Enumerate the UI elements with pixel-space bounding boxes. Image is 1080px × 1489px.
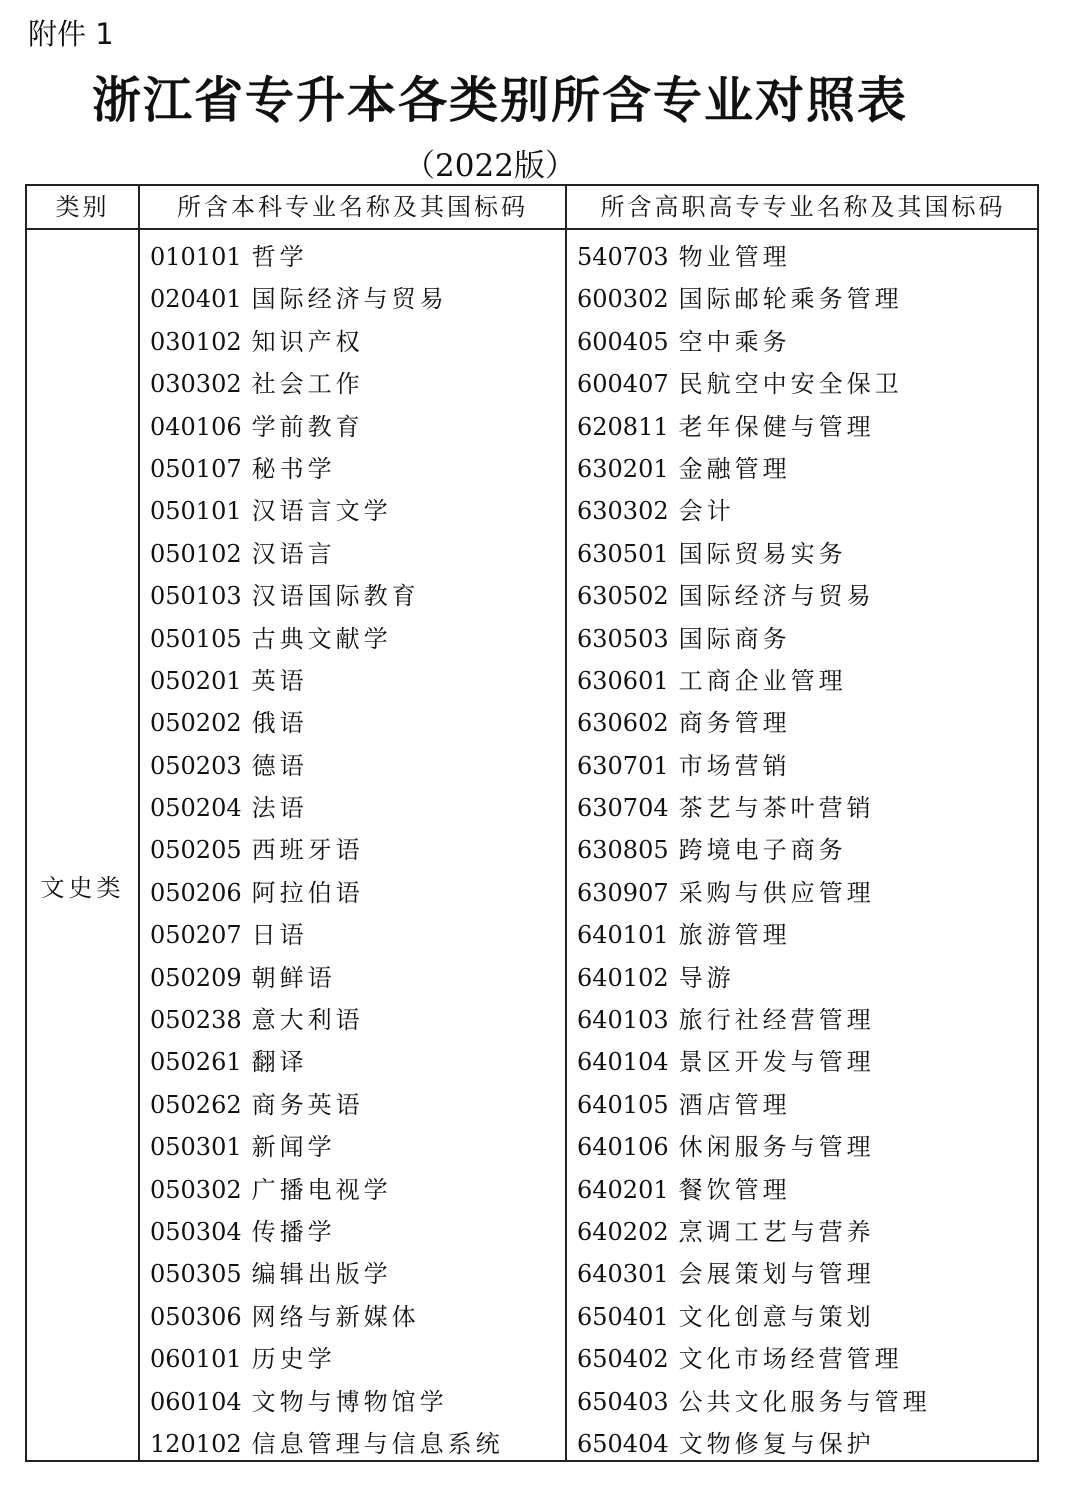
major-name: 酒店管理: [678, 1090, 791, 1119]
major-code: 030302: [150, 370, 242, 399]
vocational-major-item: [577, 702, 931, 744]
vocational-major-item: [577, 533, 931, 575]
vocational-major-item: [577, 236, 931, 278]
major-name: 国际商务: [678, 624, 791, 653]
major-code: 050301: [150, 1133, 242, 1162]
major-name: 意大利语: [251, 1006, 364, 1035]
column-divider: [138, 186, 140, 1460]
undergraduate-major-item: [150, 872, 504, 914]
major-name: 民航空中安全保卫: [678, 370, 903, 399]
major-code: 620811: [577, 412, 669, 441]
major-code: 630601: [577, 666, 669, 695]
major-code: 600407: [577, 370, 669, 399]
major-code: 020401: [150, 285, 242, 314]
vocational-major-item: [577, 1338, 931, 1380]
major-name: 传播学: [251, 1217, 336, 1246]
major-name: 俄语: [251, 709, 308, 738]
major-code: 050207: [150, 921, 242, 950]
undergraduate-major-item: [150, 957, 504, 999]
major-name: 广播电视学: [251, 1175, 392, 1204]
major-name: 新闻学: [251, 1133, 336, 1162]
major-code: 050304: [150, 1217, 242, 1246]
undergraduate-major-item: [150, 1041, 504, 1083]
undergraduate-major-item: [150, 490, 504, 532]
major-code: 050206: [150, 878, 242, 907]
major-name: 景区开发与管理: [678, 1048, 875, 1077]
major-name: 英语: [251, 666, 308, 695]
major-code: 540703: [577, 243, 669, 271]
vocational-major-item: [577, 829, 931, 871]
major-code: 120102: [150, 1429, 242, 1458]
major-name: 社会工作: [251, 370, 364, 399]
major-code: 630602: [577, 709, 669, 738]
major-name: 文化市场经营管理: [678, 1345, 903, 1374]
major-code: 630501: [577, 539, 669, 568]
undergraduate-major-item: [150, 575, 504, 617]
vocational-major-item: [577, 278, 931, 320]
vocational-major-item: [577, 745, 931, 787]
major-code: 050305: [150, 1260, 242, 1289]
major-name: 历史学: [251, 1345, 336, 1374]
vocational-major-item: [577, 448, 931, 490]
major-name: 信息管理与信息系统: [251, 1429, 504, 1458]
vocational-majors-list: [577, 236, 931, 1465]
major-code: 650402: [577, 1345, 669, 1374]
vocational-major-item: [577, 321, 931, 363]
major-code: 050302: [150, 1175, 242, 1204]
vocational-major-item: [577, 787, 931, 829]
major-name: 餐饮管理: [678, 1175, 791, 1204]
undergraduate-major-item: [150, 787, 504, 829]
vocational-major-item: [577, 1211, 931, 1253]
vocational-major-item: [577, 363, 931, 405]
major-code: 630704: [577, 794, 669, 823]
undergraduate-major-item: [150, 1381, 504, 1423]
major-name: 跨境电子商务: [678, 836, 847, 865]
major-code: 640301: [577, 1260, 669, 1289]
major-code: 060101: [150, 1345, 242, 1374]
major-name: 市场营销: [678, 751, 791, 780]
major-name: 编辑出版学: [251, 1260, 392, 1289]
vocational-major-item: [577, 1423, 931, 1465]
major-name: 空中乘务: [678, 327, 791, 356]
major-code: 600302: [577, 285, 669, 314]
major-name: 学前教育: [251, 412, 364, 441]
major-name: 古典文献学: [251, 624, 392, 653]
header-vocational: 所含高职高专专业名称及其国标码: [600, 193, 1006, 221]
undergraduate-major-item: [150, 1084, 504, 1126]
vocational-major-item: [577, 618, 931, 660]
undergraduate-major-item: [150, 745, 504, 787]
major-name: 阿拉伯语: [251, 878, 364, 907]
major-code: 640104: [577, 1048, 669, 1077]
major-name: 德语: [251, 751, 308, 780]
major-code: 640106: [577, 1133, 669, 1162]
major-name: 商务英语: [251, 1090, 364, 1119]
major-code: 640103: [577, 1006, 669, 1035]
major-name: 茶艺与茶叶营销: [678, 794, 875, 823]
major-code: 630907: [577, 878, 669, 907]
vocational-major-item: [577, 1126, 931, 1168]
majors-table: [25, 184, 1039, 1462]
major-name: 汉语言: [251, 539, 336, 568]
vocational-major-item: [577, 872, 931, 914]
major-code: 050105: [150, 624, 242, 653]
major-name: 秘书学: [251, 454, 336, 483]
major-name: 法语: [251, 794, 308, 823]
major-name: 汉语国际教育: [251, 582, 420, 611]
major-code: 050103: [150, 582, 242, 611]
major-code: 010101: [150, 243, 242, 271]
undergraduate-major-item: [150, 660, 504, 702]
major-code: 060104: [150, 1387, 242, 1416]
major-name: 烹调工艺与营养: [678, 1217, 875, 1246]
major-code: 650403: [577, 1387, 669, 1416]
major-code: 640201: [577, 1175, 669, 1204]
document-title: 浙江省专升本各类别所含专业对照表: [91, 72, 908, 129]
vocational-major-item: [577, 1041, 931, 1083]
major-code: 050204: [150, 794, 242, 823]
undergraduate-major-item: [150, 236, 504, 278]
undergraduate-major-item: [150, 321, 504, 363]
major-name: 哲学: [251, 243, 308, 271]
undergraduate-major-item: [150, 999, 504, 1041]
major-name: 采购与供应管理: [678, 878, 875, 907]
major-code: 050306: [150, 1302, 242, 1331]
table-header-row: [27, 186, 1037, 230]
major-code: 630805: [577, 836, 669, 865]
major-name: 西班牙语: [251, 836, 364, 865]
major-code: 050102: [150, 539, 242, 568]
major-code: 630502: [577, 582, 669, 611]
undergraduate-major-item: [150, 406, 504, 448]
major-code: 630201: [577, 454, 669, 483]
edition-label: （2022版）: [404, 148, 576, 184]
undergraduate-major-item: [150, 618, 504, 660]
major-code: 640105: [577, 1090, 669, 1119]
undergraduate-major-item: [150, 1253, 504, 1295]
major-code: 050262: [150, 1090, 242, 1119]
undergraduate-major-item: [150, 1126, 504, 1168]
major-code: 600405: [577, 327, 669, 356]
major-name: 旅游管理: [678, 921, 791, 950]
major-name: 金融管理: [678, 454, 791, 483]
major-name: 网络与新媒体: [251, 1302, 420, 1331]
major-code: 640102: [577, 963, 669, 992]
undergraduate-major-item: [150, 448, 504, 490]
vocational-major-item: [577, 1169, 931, 1211]
header-undergraduate: 所含本科专业名称及其国标码: [177, 193, 528, 221]
annex-label: 附件 1: [28, 17, 114, 51]
major-code: 040106: [150, 412, 242, 441]
major-code: 050202: [150, 709, 242, 738]
vocational-major-item: [577, 660, 931, 702]
undergraduate-major-item: [150, 914, 504, 956]
vocational-major-item: [577, 1084, 931, 1126]
major-code: 050238: [150, 1006, 242, 1035]
major-code: 630503: [577, 624, 669, 653]
major-code: 630701: [577, 751, 669, 780]
undergraduate-major-item: [150, 1169, 504, 1211]
major-name: 朝鲜语: [251, 963, 336, 992]
major-code: 050261: [150, 1048, 242, 1077]
major-code: 050209: [150, 963, 242, 992]
header-category: 类别: [55, 193, 110, 221]
undergraduate-major-item: [150, 829, 504, 871]
major-name: 日语: [251, 921, 308, 950]
major-code: 050107: [150, 454, 242, 483]
major-code: 050201: [150, 666, 242, 695]
major-code: 640101: [577, 921, 669, 950]
major-code: 630302: [577, 497, 669, 526]
vocational-major-item: [577, 1253, 931, 1295]
undergraduate-major-item: [150, 363, 504, 405]
vocational-major-item: [577, 406, 931, 448]
major-name: 国际邮轮乘务管理: [678, 285, 903, 314]
vocational-major-item: [577, 999, 931, 1041]
major-name: 导游: [678, 963, 735, 992]
major-name: 老年保健与管理: [678, 412, 875, 441]
major-name: 国际经济与贸易: [251, 285, 448, 314]
major-name: 旅行社经营管理: [678, 1006, 875, 1035]
major-code: 050203: [150, 751, 242, 780]
undergraduate-major-item: [150, 1211, 504, 1253]
vocational-major-item: [577, 957, 931, 999]
major-code: 650404: [577, 1429, 669, 1458]
category-cell: 文史类: [40, 874, 125, 902]
major-name: 商务管理: [678, 709, 791, 738]
major-code: 030102: [150, 327, 242, 356]
vocational-major-item: [577, 1381, 931, 1423]
vocational-major-item: [577, 575, 931, 617]
undergraduate-major-item: [150, 1338, 504, 1380]
column-divider: [565, 186, 567, 1460]
major-name: 会计: [678, 497, 735, 526]
major-name: 文化创意与策划: [678, 1302, 875, 1331]
major-name: 公共文化服务与管理: [678, 1387, 931, 1416]
major-name: 工商企业管理: [678, 666, 847, 695]
undergraduate-major-item: [150, 1296, 504, 1338]
undergraduate-major-item: [150, 702, 504, 744]
undergraduate-majors-list: [150, 236, 504, 1465]
major-name: 知识产权: [251, 327, 364, 356]
major-name: 文物修复与保护: [678, 1429, 875, 1458]
major-name: 文物与博物馆学: [251, 1387, 448, 1416]
vocational-major-item: [577, 490, 931, 532]
major-code: 050101: [150, 497, 242, 526]
vocational-major-item: [577, 1296, 931, 1338]
major-name: 翻译: [251, 1048, 308, 1077]
major-name: 国际贸易实务: [678, 539, 847, 568]
undergraduate-major-item: [150, 533, 504, 575]
major-name: 汉语言文学: [251, 497, 392, 526]
major-name: 国际经济与贸易: [678, 582, 875, 611]
major-name: 会展策划与管理: [678, 1260, 875, 1289]
undergraduate-major-item: [150, 278, 504, 320]
major-code: 650401: [577, 1302, 669, 1331]
major-code: 640202: [577, 1217, 669, 1246]
major-name: 休闲服务与管理: [678, 1133, 875, 1162]
major-code: 050205: [150, 836, 242, 865]
major-name: 物业管理: [678, 243, 791, 271]
vocational-major-item: [577, 914, 931, 956]
undergraduate-major-item: [150, 1423, 504, 1465]
